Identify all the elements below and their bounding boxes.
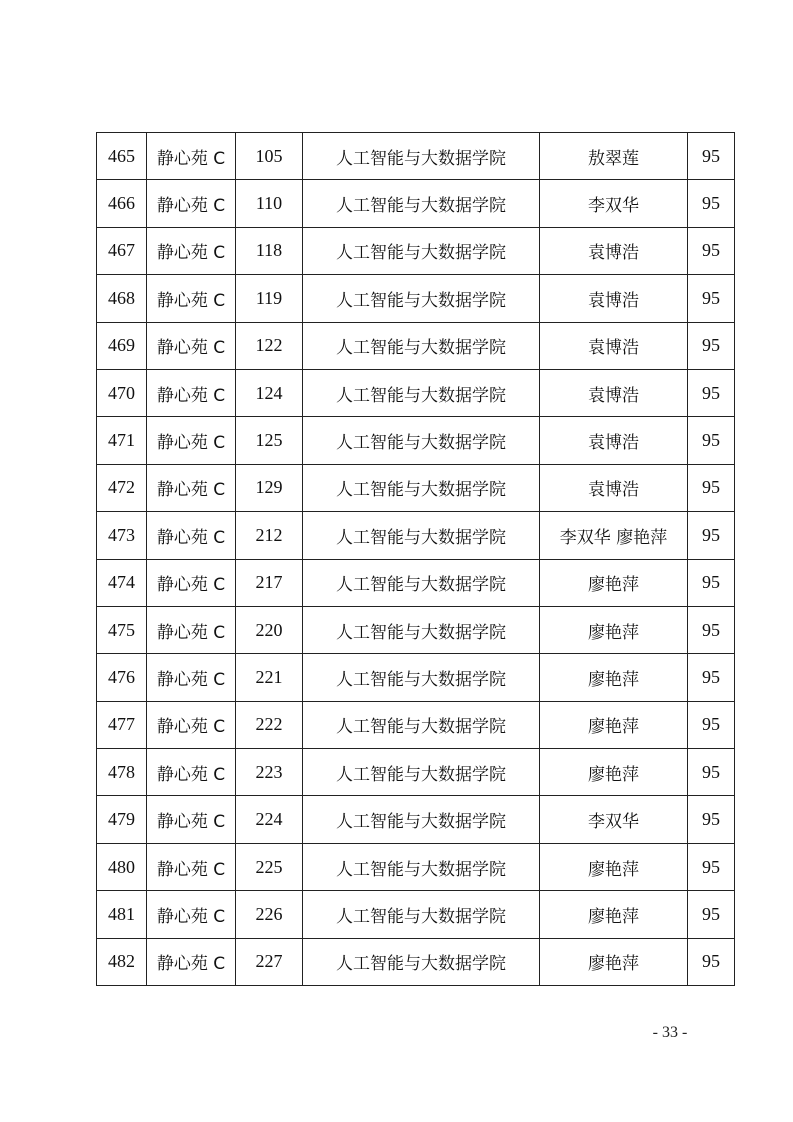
score-cell: 95 — [688, 275, 735, 322]
room-number-cell: 217 — [236, 559, 303, 606]
building-cell: 静心苑 C — [147, 938, 236, 985]
college-cell: 人工智能与大数据学院 — [303, 796, 540, 843]
score-cell: 95 — [688, 417, 735, 464]
dormitory-score-table — [96, 132, 735, 986]
inspector-cell: 李双华 — [540, 180, 688, 227]
score-cell: 95 — [688, 369, 735, 416]
row-number-cell: 465 — [97, 133, 147, 180]
row-number-cell: 468 — [97, 275, 147, 322]
inspector-cell: 李双华 廖艳萍 — [540, 512, 688, 559]
inspector-cell: 廖艳萍 — [540, 559, 688, 606]
score-cell: 95 — [688, 749, 735, 796]
score-cell: 95 — [688, 512, 735, 559]
room-number-cell: 118 — [236, 227, 303, 274]
college-cell: 人工智能与大数据学院 — [303, 417, 540, 464]
score-cell: 95 — [688, 464, 735, 511]
college-cell: 人工智能与大数据学院 — [303, 938, 540, 985]
college-cell: 人工智能与大数据学院 — [303, 464, 540, 511]
room-number-cell: 222 — [236, 701, 303, 748]
score-cell: 95 — [688, 796, 735, 843]
row-number-cell: 482 — [97, 938, 147, 985]
building-cell: 静心苑 C — [147, 843, 236, 890]
score-cell: 95 — [688, 891, 735, 938]
college-cell: 人工智能与大数据学院 — [303, 133, 540, 180]
building-cell: 静心苑 C — [147, 417, 236, 464]
room-number-cell: 224 — [236, 796, 303, 843]
inspector-cell: 廖艳萍 — [540, 843, 688, 890]
building-cell: 静心苑 C — [147, 701, 236, 748]
inspector-cell: 袁博浩 — [540, 369, 688, 416]
table-row — [97, 749, 735, 796]
table-row — [97, 275, 735, 322]
score-cell: 95 — [688, 701, 735, 748]
room-number-cell: 225 — [236, 843, 303, 890]
room-number-cell: 110 — [236, 180, 303, 227]
row-number-cell: 477 — [97, 701, 147, 748]
table-row — [97, 559, 735, 606]
room-number-cell: 223 — [236, 749, 303, 796]
building-cell: 静心苑 C — [147, 133, 236, 180]
college-cell: 人工智能与大数据学院 — [303, 227, 540, 274]
building-cell: 静心苑 C — [147, 275, 236, 322]
table-row — [97, 369, 735, 416]
building-cell: 静心苑 C — [147, 180, 236, 227]
room-number-cell: 105 — [236, 133, 303, 180]
table-row — [97, 796, 735, 843]
row-number-cell: 480 — [97, 843, 147, 890]
table-row — [97, 417, 735, 464]
building-cell: 静心苑 C — [147, 654, 236, 701]
building-cell: 静心苑 C — [147, 322, 236, 369]
room-number-cell: 221 — [236, 654, 303, 701]
building-cell: 静心苑 C — [147, 369, 236, 416]
row-number-cell: 469 — [97, 322, 147, 369]
inspector-cell: 敖翠莲 — [540, 133, 688, 180]
room-number-cell: 119 — [236, 275, 303, 322]
inspector-cell: 廖艳萍 — [540, 701, 688, 748]
score-cell: 95 — [688, 322, 735, 369]
college-cell: 人工智能与大数据学院 — [303, 749, 540, 796]
building-cell: 静心苑 C — [147, 512, 236, 559]
college-cell: 人工智能与大数据学院 — [303, 701, 540, 748]
inspector-cell: 廖艳萍 — [540, 606, 688, 653]
building-cell: 静心苑 C — [147, 464, 236, 511]
table-row — [97, 701, 735, 748]
inspector-cell: 袁博浩 — [540, 417, 688, 464]
building-cell: 静心苑 C — [147, 606, 236, 653]
table-row — [97, 938, 735, 985]
college-cell: 人工智能与大数据学院 — [303, 275, 540, 322]
building-cell: 静心苑 C — [147, 891, 236, 938]
table-row — [97, 891, 735, 938]
college-cell: 人工智能与大数据学院 — [303, 180, 540, 227]
inspector-cell: 袁博浩 — [540, 275, 688, 322]
table-row — [97, 464, 735, 511]
score-cell: 95 — [688, 843, 735, 890]
room-number-cell: 212 — [236, 512, 303, 559]
college-cell: 人工智能与大数据学院 — [303, 322, 540, 369]
room-number-cell: 227 — [236, 938, 303, 985]
inspector-cell: 廖艳萍 — [540, 749, 688, 796]
score-cell: 95 — [688, 938, 735, 985]
row-number-cell: 467 — [97, 227, 147, 274]
college-cell: 人工智能与大数据学院 — [303, 512, 540, 559]
table-row — [97, 180, 735, 227]
row-number-cell: 472 — [97, 464, 147, 511]
table-row — [97, 322, 735, 369]
score-cell: 95 — [688, 133, 735, 180]
college-cell: 人工智能与大数据学院 — [303, 843, 540, 890]
row-number-cell: 475 — [97, 606, 147, 653]
row-number-cell: 478 — [97, 749, 147, 796]
building-cell: 静心苑 C — [147, 749, 236, 796]
row-number-cell: 473 — [97, 512, 147, 559]
score-cell: 95 — [688, 606, 735, 653]
score-cell: 95 — [688, 654, 735, 701]
table-row — [97, 843, 735, 890]
inspector-cell: 廖艳萍 — [540, 938, 688, 985]
college-cell: 人工智能与大数据学院 — [303, 654, 540, 701]
score-cell: 95 — [688, 180, 735, 227]
room-number-cell: 124 — [236, 369, 303, 416]
college-cell: 人工智能与大数据学院 — [303, 606, 540, 653]
table-body — [97, 133, 735, 986]
row-number-cell: 466 — [97, 180, 147, 227]
inspector-cell: 廖艳萍 — [540, 654, 688, 701]
room-number-cell: 122 — [236, 322, 303, 369]
inspector-cell: 廖艳萍 — [540, 891, 688, 938]
room-number-cell: 129 — [236, 464, 303, 511]
college-cell: 人工智能与大数据学院 — [303, 369, 540, 416]
building-cell: 静心苑 C — [147, 796, 236, 843]
college-cell: 人工智能与大数据学院 — [303, 891, 540, 938]
room-number-cell: 220 — [236, 606, 303, 653]
table-row — [97, 654, 735, 701]
page-number: - 33 - — [652, 1024, 688, 1041]
table-row — [97, 133, 735, 180]
row-number-cell: 476 — [97, 654, 147, 701]
inspector-cell: 李双华 — [540, 796, 688, 843]
row-number-cell: 481 — [97, 891, 147, 938]
table-row — [97, 606, 735, 653]
score-cell: 95 — [688, 227, 735, 274]
score-cell: 95 — [688, 559, 735, 606]
row-number-cell: 479 — [97, 796, 147, 843]
college-cell: 人工智能与大数据学院 — [303, 559, 540, 606]
row-number-cell: 471 — [97, 417, 147, 464]
building-cell: 静心苑 C — [147, 559, 236, 606]
row-number-cell: 470 — [97, 369, 147, 416]
table-row — [97, 227, 735, 274]
inspector-cell: 袁博浩 — [540, 227, 688, 274]
building-cell: 静心苑 C — [147, 227, 236, 274]
row-number-cell: 474 — [97, 559, 147, 606]
room-number-cell: 125 — [236, 417, 303, 464]
inspector-cell: 袁博浩 — [540, 322, 688, 369]
table-row — [97, 512, 735, 559]
room-number-cell: 226 — [236, 891, 303, 938]
inspector-cell: 袁博浩 — [540, 464, 688, 511]
